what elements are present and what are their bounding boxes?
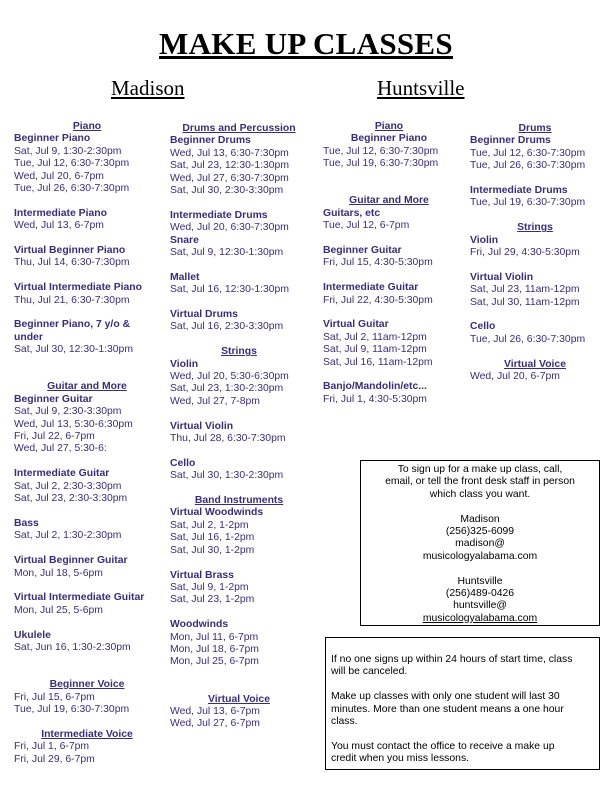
class-type-heading: Cello: [470, 321, 496, 333]
signup-intro-line: To sign up for a make up class, call,: [397, 464, 563, 475]
class-time-slot: Wed, Jul 13, 6-7pm: [170, 705, 260, 717]
class-time-slot: Sat, Jul 23, 1-2pm: [170, 594, 255, 606]
spacer: [470, 210, 600, 222]
spacer: [323, 307, 455, 319]
class-time-slot: Sat, Jul 16, 2:30-3:30pm: [170, 321, 284, 333]
class-time-slot: Sat, Jul 23, 1:30-2:30pm: [170, 383, 284, 395]
spacer: [170, 297, 308, 309]
class-time-slot: Fri, Jul 29, 4:30-5:30pm: [470, 247, 580, 259]
class-time-slot: Tue, Jul 19, 6:30-7:30pm: [323, 158, 439, 170]
class-time-slot: Tue, Jul 12, 6:30-7:30pm: [323, 145, 439, 157]
spacer: [470, 173, 600, 185]
spacer: [14, 307, 160, 319]
class-time-slot: Thu, Jul 21, 6:30-7:30pm: [14, 294, 130, 306]
class-type-heading: Virtual Brass: [170, 569, 234, 581]
spacer: [323, 369, 455, 381]
spacer: [323, 270, 455, 282]
spacer: [14, 195, 160, 207]
madison-column-2: [170, 123, 308, 731]
class-time-slot: Tue, Jul 12, 6:30-7:30pm: [470, 147, 586, 159]
spacer: [14, 233, 160, 245]
spacer: [14, 357, 160, 382]
class-type-heading: Virtual Guitar: [323, 319, 389, 331]
class-type-heading: Intermediate Drums: [170, 209, 268, 221]
class-time-slot: Fri, Jul 22, 4:30-5:30pm: [323, 294, 433, 306]
section-heading: Piano: [72, 121, 102, 132]
class-time-slot: Tue, Jul 26, 6:30-7:30pm: [470, 160, 586, 172]
class-time-slot: Mon, Jul 18, 5-6pm: [14, 567, 103, 579]
class-time-slot: Wed, Jul 20, 5:30-6:30pm: [170, 371, 289, 383]
class-type-heading: Intermediate Piano: [14, 207, 107, 219]
class-type-heading: Violin: [470, 234, 499, 246]
class-type-heading: Virtual Violin: [170, 420, 234, 432]
class-time-slot: Sat, Jul 30, 11am-12pm: [470, 296, 580, 308]
class-type-heading: Beginner Drums: [170, 135, 251, 147]
class-time-slot: Tue, Jul 12, 6-7pm: [323, 220, 410, 232]
spacer: [170, 557, 308, 569]
section-heading: Strings: [517, 222, 553, 234]
spacer: [470, 309, 600, 321]
class-time-slot: Mon, Jul 25, 6-7pm: [170, 656, 259, 668]
class-time-slot: Sat, Jul 16, 12:30-1:30pm: [170, 284, 289, 296]
huntsville-heading: Huntsville: [377, 76, 465, 100]
section-heading: Drums: [518, 123, 552, 134]
class-type-heading: Woodwinds: [170, 619, 229, 631]
madison-email-domain[interactable]: musicologyalabama.com: [422, 550, 538, 562]
spacer: [14, 617, 160, 629]
class-type-heading: Beginner Guitar: [323, 245, 402, 257]
class-time-slot: Sat, Jul 30, 2:30-3:30pm: [170, 185, 284, 197]
policy-line: will be canceled.: [331, 666, 408, 678]
spacer: [323, 171, 455, 196]
class-type-heading: Beginner Drums: [470, 135, 551, 147]
class-time-slot: Wed, Jul 27, 5:30-6:: [14, 443, 107, 455]
class-type-heading: Virtual Beginner Guitar: [14, 555, 128, 567]
section-heading: Band Instruments: [194, 495, 284, 507]
madison-email-user[interactable]: madison@: [455, 538, 505, 550]
class-type-heading: Beginner Piano, 7 y/o &: [14, 319, 131, 331]
class-type-heading: under: [14, 331, 43, 343]
section-heading: Beginner Voice: [49, 679, 125, 691]
policy-line: credit when you miss lessons.: [331, 753, 470, 765]
class-time-slot: Sat, Jul 30, 1:30-2:30pm: [170, 470, 284, 482]
class-time-slot: Tue, Jul 12, 6:30-7:30pm: [14, 158, 130, 170]
class-type-heading: Beginner Piano: [14, 133, 91, 145]
signup-intro-line: which class you want.: [429, 488, 531, 500]
policy-line: Make up classes with only one student will last 30: [331, 691, 560, 703]
spacer: [14, 716, 160, 728]
madison-heading: Madison: [111, 76, 185, 100]
class-time-slot: Sat, Jul 9, 2:30-3:30pm: [14, 406, 122, 418]
class-type-heading: Virtual Beginner Piano: [14, 245, 126, 257]
signup-info-box: [360, 460, 600, 626]
class-time-slot: Sat, Jul 2, 1:30-2:30pm: [14, 530, 122, 542]
class-time-slot: Fri, Jul 29, 6-7pm: [14, 753, 95, 765]
huntsville-contact-name: Huntsville: [457, 575, 503, 587]
class-type-heading: Virtual Drums: [170, 309, 238, 321]
class-time-slot: Tue, Jul 19, 6:30-7:30pm: [14, 703, 130, 715]
class-type-heading: Virtual Intermediate Guitar: [14, 592, 145, 604]
spacer: [14, 456, 160, 468]
section-heading: Guitar and More: [47, 381, 127, 393]
class-type-heading: Beginner Piano: [350, 133, 428, 145]
huntsville-phone[interactable]: (256)489-0426: [445, 588, 515, 600]
class-type-heading: Intermediate Guitar: [14, 468, 110, 480]
spacer: [170, 408, 308, 420]
policy-line: If no one signs up within 24 hours of start time, class: [331, 654, 573, 665]
class-time-slot: Sat, Jul 2, 2:30-3:30pm: [14, 480, 122, 492]
class-time-slot: Sat, Jun 16, 1:30-2:30pm: [14, 641, 131, 653]
class-time-slot: Fri, Jul 1, 4:30-5:30pm: [323, 393, 427, 405]
class-time-slot: Wed, Jul 27, 7-8pm: [170, 395, 260, 407]
class-type-heading: Intermediate Drums: [470, 185, 568, 197]
class-type-heading: Virtual Intermediate Piano: [14, 282, 142, 294]
class-time-slot: Sat, Jul 23, 11am-12pm: [470, 284, 580, 296]
class-time-slot: Fri, Jul 15, 4:30-5:30pm: [323, 257, 433, 269]
spacer: [323, 233, 455, 245]
class-time-slot: Wed, Jul 20, 6-7pm: [14, 170, 104, 182]
section-heading: Virtual Voice: [208, 693, 270, 705]
signup-intro-line: email, or tell the front desk staff in person: [385, 476, 575, 488]
class-time-slot: Thu, Jul 28, 6:30-7:30pm: [170, 433, 286, 445]
policy-line: You must contact the office to receive a make up: [331, 740, 555, 752]
class-time-slot: Fri, Jul 22, 6-7pm: [14, 431, 95, 443]
spacer: [170, 445, 308, 457]
class-time-slot: Fri, Jul 1, 6-7pm: [14, 741, 90, 753]
section-heading: Guitar and More: [349, 195, 429, 207]
section-heading: Drums and Percussion: [182, 123, 296, 134]
class-type-heading: Snare: [170, 234, 199, 246]
spacer: [170, 669, 308, 694]
spacer: [470, 346, 600, 358]
policy-line: minutes. More than one student means a one hour: [331, 703, 564, 715]
policy-box: [325, 637, 600, 770]
page-title: MAKE UP CLASSES: [159, 26, 453, 61]
class-time-slot: Thu, Jul 14, 6:30-7:30pm: [14, 257, 130, 269]
section-heading: Virtual Voice: [504, 358, 566, 370]
section-heading: Strings: [221, 346, 257, 358]
spacer: [170, 259, 308, 271]
class-type-heading: Beginner Guitar: [14, 393, 93, 405]
class-time-slot: Sat, Jul 23, 12:30-1:30pm: [170, 160, 289, 172]
class-time-slot: Sat, Jul 30, 1-2pm: [170, 544, 255, 556]
huntsville-column-2: [470, 123, 600, 383]
spacer: [14, 580, 160, 592]
section-heading: Piano: [374, 121, 404, 132]
class-time-slot: Tue, Jul 19, 6:30-7:30pm: [470, 197, 586, 209]
class-type-heading: Mallet: [170, 271, 200, 283]
class-type-heading: Ukulele: [14, 629, 51, 641]
class-time-slot: Wed, Jul 20, 6:30-7:30pm: [170, 222, 289, 234]
class-type-heading: Intermediate Guitar: [323, 282, 419, 294]
class-time-slot: Sat, Jul 16, 1-2pm: [170, 532, 255, 544]
class-time-slot: Wed, Jul 27, 6:30-7:30pm: [170, 172, 289, 184]
class-time-slot: Wed, Jul 13, 5:30-6:30pm: [14, 418, 133, 430]
class-time-slot: Sat, Jul 9, 12:30-1:30pm: [170, 247, 284, 259]
class-time-slot: Mon, Jul 11, 6-7pm: [170, 631, 259, 643]
spacer: [170, 483, 308, 495]
spacer: [14, 506, 160, 518]
class-time-slot: Mon, Jul 25, 5-6pm: [14, 604, 103, 616]
class-time-slot: Wed, Jul 27, 6-7pm: [170, 718, 260, 730]
class-time-slot: Sat, Jul 30, 12:30-1:30pm: [14, 344, 133, 356]
class-type-heading: Bass: [14, 517, 39, 529]
class-time-slot: Sat, Jul 2, 11am-12pm: [323, 331, 427, 343]
class-time-slot: Sat, Jul 9, 1-2pm: [170, 581, 249, 593]
policy-line: class.: [331, 716, 358, 728]
class-type-heading: Banjo/Mandolin/etc...: [323, 381, 427, 393]
class-time-slot: Tue, Jul 26, 6:30-7:30pm: [14, 183, 130, 195]
spacer: [170, 607, 308, 619]
class-time-slot: Wed, Jul 20, 6-7pm: [470, 371, 560, 383]
spacer: [170, 197, 308, 209]
class-time-slot: Wed, Jul 13, 6-7pm: [14, 220, 104, 232]
spacer: [14, 654, 160, 679]
spacer: [170, 334, 308, 346]
huntsville-email-domain-link[interactable]: musicologyalabama.com: [422, 612, 538, 624]
class-time-slot: Tue, Jul 26, 6:30-7:30pm: [470, 333, 586, 345]
huntsville-column-1: [323, 121, 455, 406]
spacer: [470, 259, 600, 271]
class-time-slot: Sat, Jul 23, 2:30-3:30pm: [14, 493, 128, 505]
class-time-slot: Fri, Jul 15, 6-7pm: [14, 691, 95, 703]
class-type-heading: Guitars, etc: [323, 207, 381, 219]
spacer: [14, 543, 160, 555]
class-type-heading: Cello: [170, 457, 196, 469]
class-time-slot: Sat, Jul 16, 11am-12pm: [323, 356, 433, 368]
class-time-slot: Wed, Jul 13, 6:30-7:30pm: [170, 147, 289, 159]
spacer: [14, 270, 160, 282]
madison-column-1: [14, 121, 160, 766]
madison-phone[interactable]: (256)325-6099: [445, 526, 515, 538]
section-heading: Intermediate Voice: [41, 728, 133, 740]
madison-contact-name: Madison: [460, 513, 500, 525]
class-type-heading: Violin: [170, 358, 199, 370]
huntsville-email-user[interactable]: huntsville@: [453, 600, 507, 612]
class-type-heading: Virtual Violin: [470, 271, 534, 283]
class-time-slot: Mon, Jul 18, 6-7pm: [170, 643, 259, 655]
class-type-heading: Virtual Woodwinds: [170, 507, 264, 519]
class-time-slot: Sat, Jul 2, 1-2pm: [170, 519, 249, 531]
class-time-slot: Sat, Jul 9, 1:30-2:30pm: [14, 145, 122, 157]
class-time-slot: Sat, Jul 9, 11am-12pm: [323, 344, 427, 356]
